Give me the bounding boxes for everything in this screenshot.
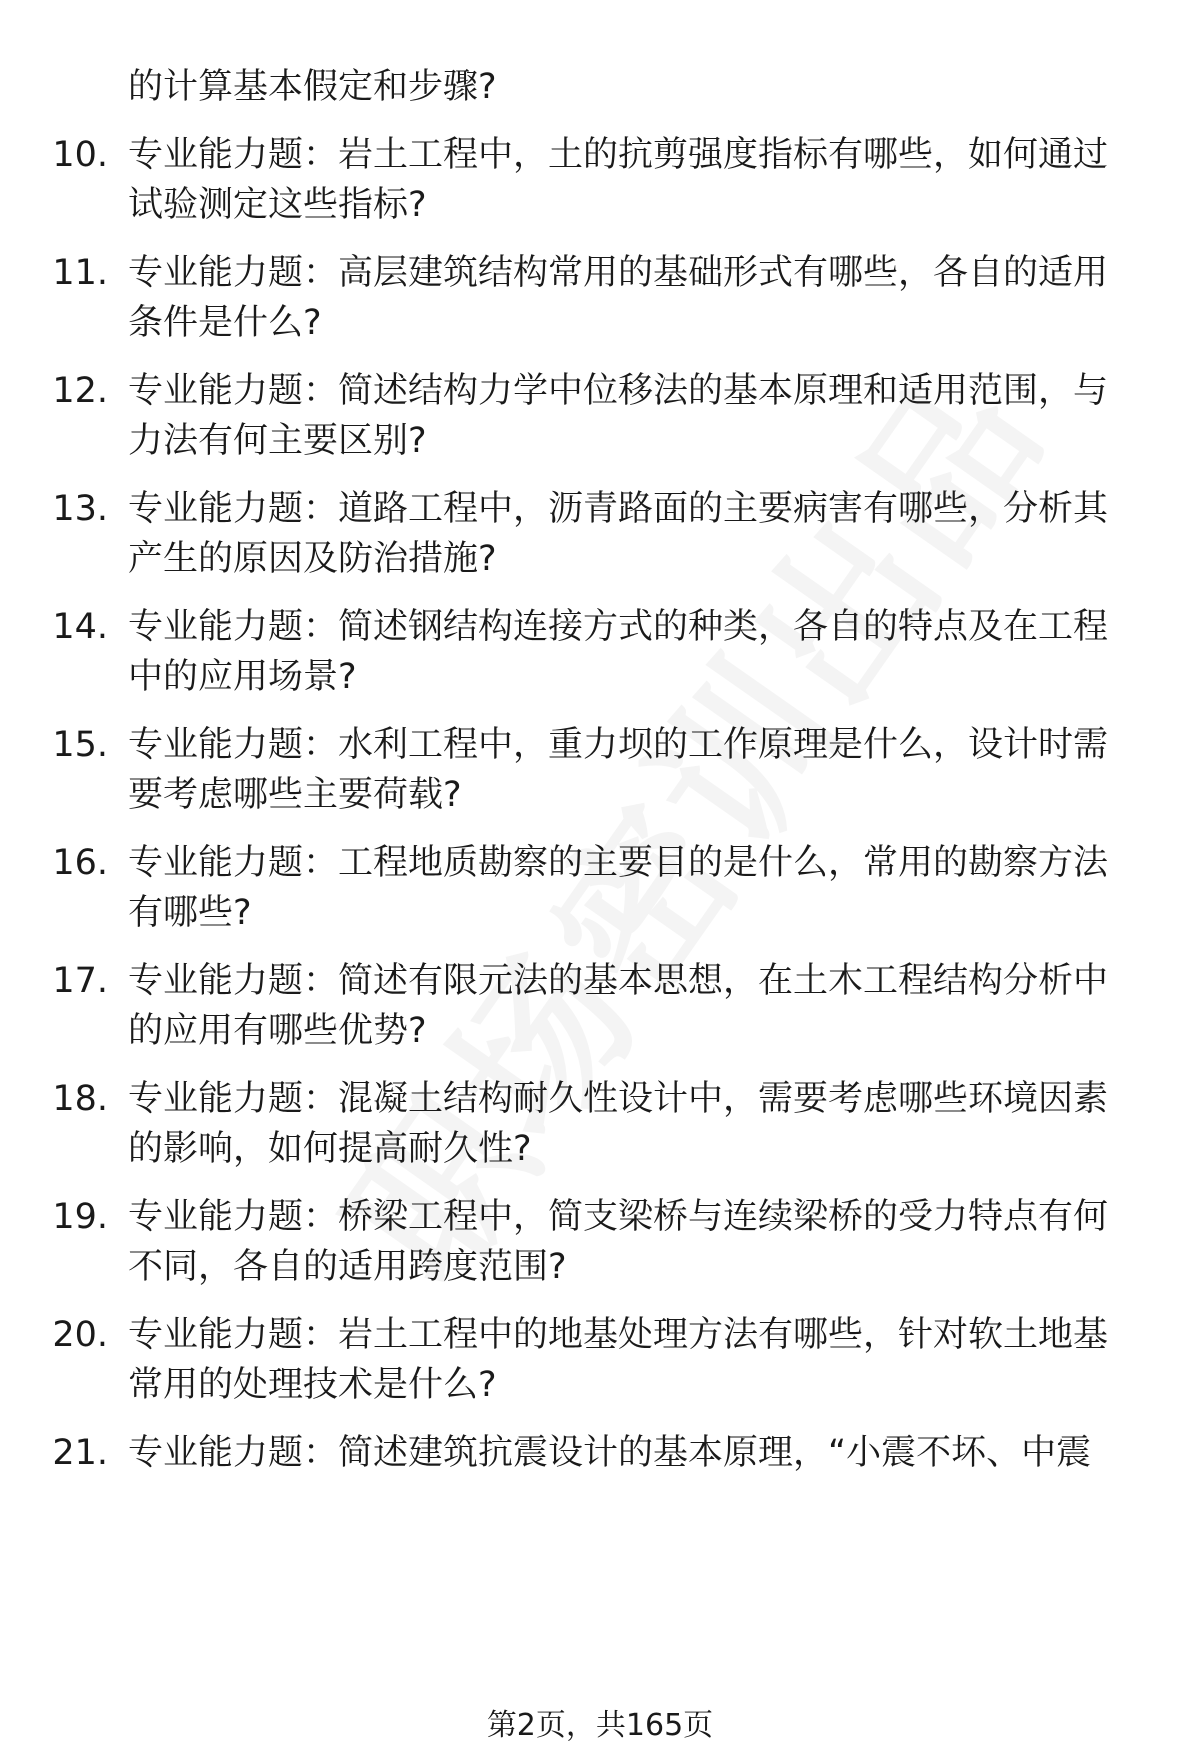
- question-text-line: 专业能力题：简述有限元法的基本思想，在土木工程结构分析中: [128, 961, 1109, 1001]
- question-text-line: 专业能力题：简述建筑抗震设计的基本原理，“小震不坏、中震: [128, 1433, 1092, 1473]
- question-number: 15.: [52, 725, 108, 765]
- question-text-line: 的应用有哪些优势?: [128, 1011, 427, 1051]
- question-text-line: 专业能力题：水利工程中，重力坝的工作原理是什么，设计时需: [128, 725, 1109, 765]
- question-text-line: 有哪些?: [128, 893, 252, 933]
- question-number: 16.: [52, 843, 108, 883]
- question-text-line: 专业能力题：岩土工程中的地基处理方法有哪些，针对软土地基: [128, 1315, 1109, 1355]
- question-text-line: 专业能力题：岩土工程中，土的抗剪强度指标有哪些，如何通过: [128, 135, 1109, 175]
- question-number: 12.: [52, 371, 108, 411]
- question-number: 21.: [52, 1433, 108, 1473]
- question-text: [128, 1074, 1138, 1174]
- question-number: 20.: [52, 1315, 108, 1355]
- question-text: [128, 366, 1138, 466]
- question-text-line: 专业能力题：简述钢结构连接方式的种类，各自的特点及在工程: [128, 607, 1109, 647]
- question-text: [128, 956, 1138, 1056]
- question-text: [128, 838, 1138, 938]
- question-text-line: 专业能力题：简述结构力学中位移法的基本原理和适用范围，与: [128, 371, 1109, 411]
- question-number: 19.: [52, 1197, 108, 1237]
- question-number: 10.: [52, 135, 108, 175]
- question-number: 14.: [52, 607, 108, 647]
- page-footer: 第2页，共165页: [486, 1708, 714, 1743]
- question-text: [128, 720, 1138, 820]
- question-text-line: 的影响，如何提高耐久性?: [128, 1129, 532, 1169]
- question-text-line: 要考虑哪些主要荷载?: [128, 775, 462, 815]
- continued-question-text: 的计算基本假定和步骤?: [128, 67, 497, 107]
- question-text: [128, 130, 1138, 230]
- question-text: [128, 1310, 1138, 1410]
- question-text-line: 不同，各自的适用跨度范围?: [128, 1247, 567, 1287]
- question-text-line: 专业能力题：工程地质勘察的主要目的是什么，常用的勘察方法: [128, 843, 1109, 883]
- question-text-line: 常用的处理技术是什么?: [128, 1365, 497, 1405]
- question-number: 17.: [52, 961, 108, 1001]
- question-text-line: 专业能力题：道路工程中，沥青路面的主要病害有哪些，分析其: [128, 489, 1109, 529]
- question-number: 13.: [52, 489, 108, 529]
- question-text-line: 中的应用场景?: [128, 657, 357, 697]
- question-text: [128, 484, 1138, 584]
- question-text-line: 产生的原因及防治措施?: [128, 539, 497, 579]
- question-text-line: 专业能力题：桥梁工程中，简支梁桥与连续梁桥的受力特点有何: [128, 1197, 1109, 1237]
- question-number: 11.: [52, 253, 108, 293]
- question-text-line: 专业能力题：高层建筑结构常用的基础形式有哪些，各自的适用: [128, 253, 1109, 293]
- question-text: [128, 248, 1138, 348]
- question-text-line: 试验测定这些指标?: [128, 185, 427, 225]
- question-number: 18.: [52, 1079, 108, 1119]
- question-text-line: 力法有何主要区别?: [128, 421, 427, 461]
- question-text-line: 专业能力题：混凝土结构耐久性设计中，需要考虑哪些环境因素: [128, 1079, 1109, 1119]
- question-text: [128, 1192, 1138, 1292]
- question-text: [128, 1428, 1138, 1478]
- question-text: [128, 602, 1138, 702]
- question-text-line: 条件是什么?: [128, 303, 322, 343]
